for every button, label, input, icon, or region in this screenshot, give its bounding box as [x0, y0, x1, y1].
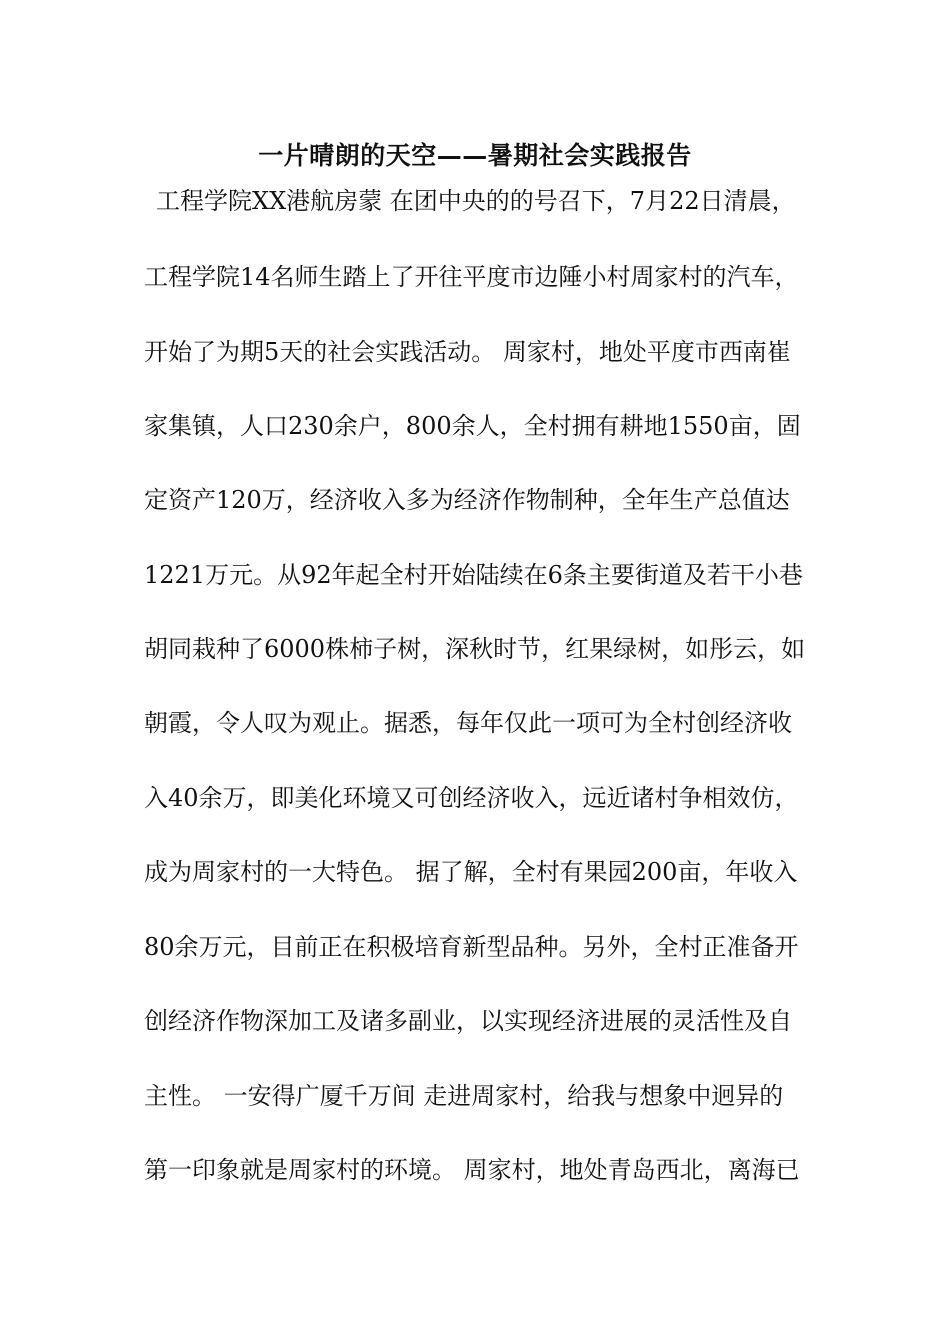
- paragraph-line: 创经济作物深加工及诸多副业，以实现经济进展的灵活性及自: [144, 1007, 792, 1035]
- paragraph-line: 第一印象就是周家村的环境。 周家村，地处青岛西北，离海已: [144, 1156, 800, 1184]
- paragraph-line: 80余万元，目前正在积极培育新型品种。另外，全村正准备开: [144, 933, 799, 961]
- paragraph-line: 家集镇，人口230余户，800余人，全村拥有耕地1550亩，固: [144, 412, 801, 440]
- paragraph-line: 朝霞，令人叹为观止。据悉，每年仅此一项可为全村创经济收: [144, 709, 792, 737]
- paragraph-line: 定资产120万，经济收入多为经济作物制种，全年生产总值达: [144, 486, 790, 514]
- paragraph-line: 主性。 一安得广厦千万间 走进周家村，给我与想象中迥异的: [144, 1082, 784, 1110]
- paragraph-line: 入40余万，即美化环境又可创经济收入，远近诸村争相效仿，: [144, 784, 799, 812]
- paragraph-line: 开始了为期5天的社会实践活动。 周家村，地处平度市西南崔: [144, 338, 791, 366]
- document-title: 一片晴朗的天空——暑期社会实践报告: [258, 141, 692, 170]
- paragraph-line: 胡同栽种了6000株柿子树，深秋时节，红果绿树，如彤云，如: [144, 635, 806, 663]
- paragraph-line: 工程学院XX港航房蒙 在团中央的的号召下，7月22日清晨，: [156, 187, 796, 215]
- paragraph-line: 成为周家村的一大特色。 据了解，全村有果园200亩，年收入: [144, 858, 798, 886]
- paragraph-line: 1221万元。从92年起全村开始陆续在6条主要街道及若干小巷: [144, 561, 803, 589]
- paragraph-line: 工程学院14名师生踏上了开往平度市边陲小村周家村的汽车，: [144, 263, 799, 291]
